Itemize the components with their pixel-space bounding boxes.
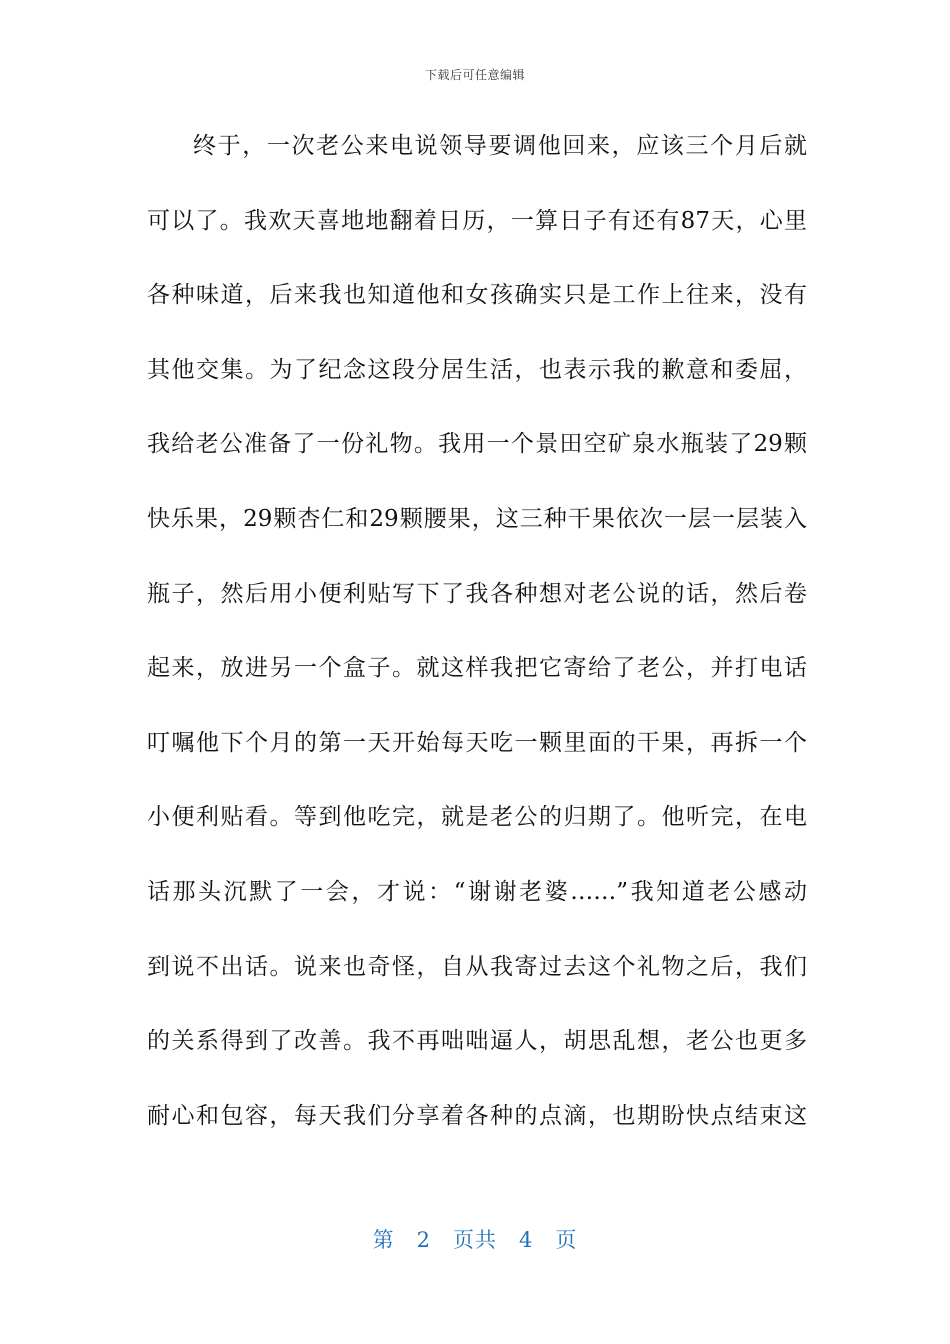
body-line: 的关系得到了改善。我不再咄咄逼人，胡思乱想，老公也更多 — [147, 1028, 807, 1055]
body-line: 其他交集。为了纪念这段分居生活，也表示我的歉意和委屈， — [147, 356, 807, 383]
body-line: 起来，放进另一个盒子。就这样我把它寄给了老公，并打电话 — [147, 655, 807, 682]
footer-current-page: 2 — [416, 1228, 431, 1252]
footer-label-page: 第 — [372, 1228, 395, 1252]
body-line: 叮嘱他下个月的第一天开始每天吃一颗里面的干果，再拆一个 — [147, 729, 807, 756]
body-line: 终于，一次老公来电说领导要调他回来，应该三个月后就 — [193, 133, 807, 159]
page-header-note: 下载后可任意编辑 — [424, 68, 525, 82]
body-line: 快乐果，29颗杏仁和29颗腰果，这三种干果依次一层一层装入 — [147, 505, 807, 532]
footer-total-pages: 4 — [519, 1228, 534, 1252]
body-line: 各种味道，后来我也知道他和女孩确实只是工作上往来，没有 — [147, 282, 807, 309]
page-footer — [0, 1224, 950, 1254]
body-line: 瓶子，然后用小便利贴写下了我各种想对老公说的话，然后卷 — [147, 580, 807, 607]
document-body — [147, 121, 807, 1165]
footer-label-of: 页共 — [453, 1228, 497, 1252]
body-line: 小便利贴看。等到他吃完，就是老公的归期了。他听完，在电 — [147, 804, 807, 831]
body-line: 到说不出话。说来也奇怪，自从我寄过去这个礼物之后，我们 — [147, 953, 807, 980]
body-line: 可以了。我欢天喜地地翻着日历，一算日子有还有87天，心里 — [147, 207, 807, 234]
footer-label-end: 页 — [555, 1228, 578, 1252]
body-line: 话那头沉默了一会，才说：“谢谢老婆……”我知道老公感动 — [147, 878, 807, 905]
body-line: 我给老公准备了一份礼物。我用一个景田空矿泉水瓶装了29颗 — [147, 431, 807, 458]
body-line: 耐心和包容，每天我们分享着各种的点滴，也期盼快点结束这 — [147, 1102, 807, 1129]
